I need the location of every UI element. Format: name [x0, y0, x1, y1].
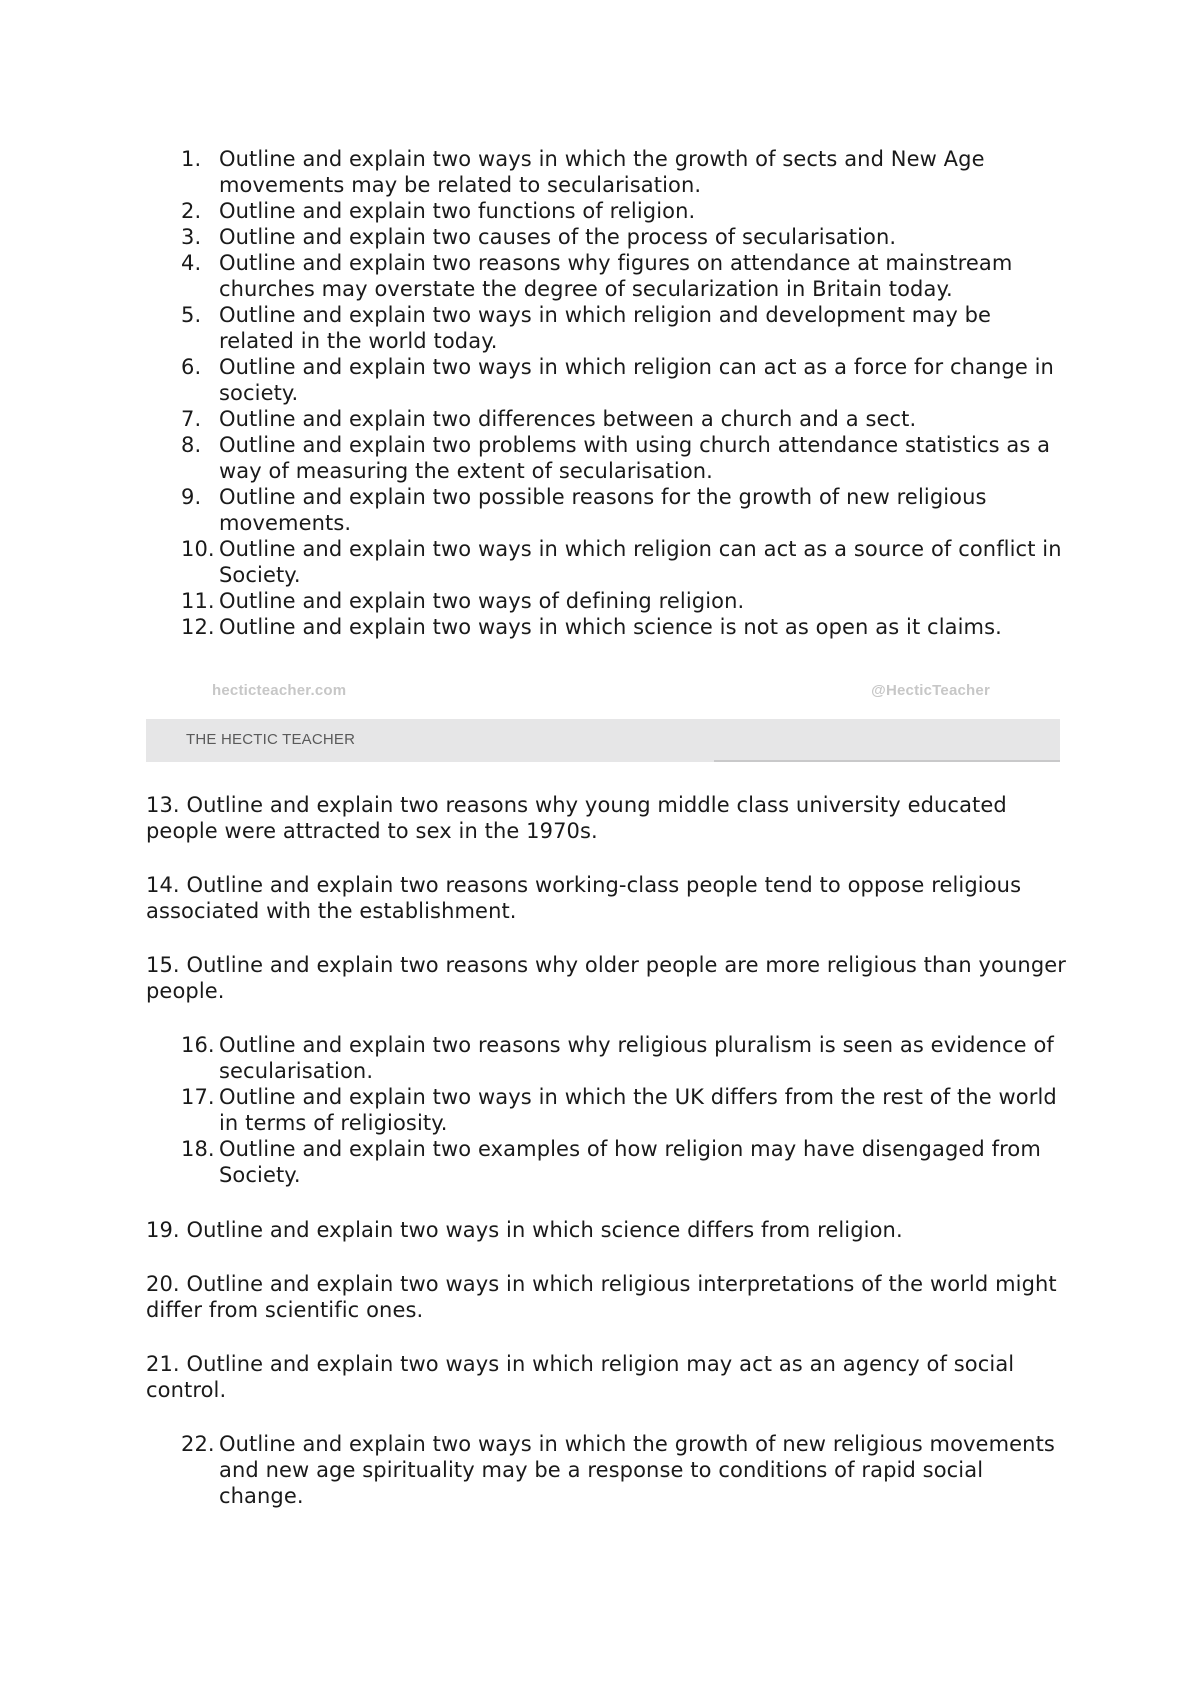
list-item	[0, 588, 1069, 614]
question-text: Outline and explain two possible reasons for the growth of new religious movements.	[219, 485, 987, 535]
list-item	[0, 302, 1069, 354]
question-text: Outline and explain two ways in which the growth of new religious movements and new age spirituality may be a response to conditions of rapid social change.	[219, 1432, 1055, 1508]
list-item	[0, 1084, 1069, 1136]
question-text: Outline and explain two ways in which religion can act as a source of conflict in Society.	[219, 537, 1062, 587]
list-item	[0, 354, 1069, 406]
question-text: Outline and explain two ways of defining religion.	[219, 589, 745, 613]
brand-name: THE HECTIC TEACHER	[186, 731, 356, 748]
question-15: 15. Outline and explain two reasons why older people are more religious than younger people.	[146, 953, 1067, 1003]
question-number: 12.	[181, 615, 215, 639]
brand-band	[146, 719, 1060, 762]
list-item	[0, 146, 1069, 198]
question-number: 3.	[181, 225, 202, 249]
question-text: Outline and explain two reasons why religious pluralism is seen as evidence of secularisation.	[219, 1033, 1054, 1083]
question-text: Outline and explain two ways in which religion can act as a force for change in society.	[219, 355, 1054, 405]
question-number: 16.	[181, 1033, 215, 1057]
list-item	[0, 536, 1069, 588]
question-list-b	[0, 1032, 1200, 1188]
question-14: 14. Outline and explain two reasons working-class people tend to oppose religious associated with the establishment.	[146, 873, 1022, 923]
question-number: 4.	[181, 251, 202, 275]
question-list-a	[0, 146, 1200, 640]
question-number: 9.	[181, 485, 202, 509]
question-number: 1.	[181, 147, 202, 171]
list-item	[0, 406, 1069, 432]
list-item	[0, 1431, 1069, 1509]
list-item	[0, 484, 1069, 536]
question-number: 10.	[181, 537, 215, 561]
question-number: 2.	[181, 199, 202, 223]
question-text: Outline and explain two ways in which religion and development may be related in the world today.	[219, 303, 992, 353]
question-text: Outline and explain two functions of religion.	[219, 199, 696, 223]
question-text: Outline and explain two reasons why figures on attendance at mainstream churches may overstate the degree of secularization in Britain today.	[219, 251, 1013, 301]
question-text: Outline and explain two ways in which the UK differs from the rest of the world in terms of religiosity.	[219, 1085, 1057, 1135]
question-text: Outline and explain two differences between a church and a sect.	[219, 407, 917, 431]
question-text: Outline and explain two ways in which science is not as open as it claims.	[219, 615, 1002, 639]
question-text: Outline and explain two examples of how religion may have disengaged from Society.	[219, 1137, 1041, 1187]
list-item	[0, 1136, 1069, 1188]
question-20: 20. Outline and explain two ways in which religious interpretations of the world might differ from scientific ones.	[146, 1272, 1057, 1322]
question-number: 8.	[181, 433, 202, 457]
question-text: Outline and explain two problems with using church attendance statistics as a way of measuring the extent of secularisation.	[219, 433, 1051, 483]
site-url-watermark: hecticteacher.com	[212, 682, 347, 699]
list-item	[0, 1032, 1069, 1084]
list-item	[0, 614, 1069, 640]
list-item	[0, 250, 1069, 302]
question-number: 18.	[181, 1137, 215, 1161]
question-19: 19. Outline and explain two ways in which science differs from religion.	[146, 1218, 903, 1242]
question-number: 7.	[181, 407, 202, 431]
question-number: 22.	[181, 1432, 215, 1456]
question-number: 5.	[181, 303, 202, 327]
page-footer-links	[146, 682, 1060, 706]
question-number: 6.	[181, 355, 202, 379]
social-handle-watermark: @HecticTeacher	[871, 682, 990, 699]
question-text: Outline and explain two ways in which the growth of sects and New Age movements may be related to secularisation.	[219, 147, 985, 197]
question-number: 17.	[181, 1085, 215, 1109]
band-divider	[714, 760, 1060, 762]
list-item	[0, 432, 1069, 484]
question-21: 21. Outline and explain two ways in which religion may act as an agency of social control.	[146, 1352, 1015, 1402]
list-item	[0, 224, 1069, 250]
question-number: 11.	[181, 589, 215, 613]
question-13: 13. Outline and explain two reasons why young middle class university educated people were attracted to sex in the 1970s.	[146, 793, 1007, 843]
question-list-c	[0, 1431, 1200, 1509]
list-item	[0, 198, 1069, 224]
question-text: Outline and explain two causes of the process of secularisation.	[219, 225, 897, 249]
